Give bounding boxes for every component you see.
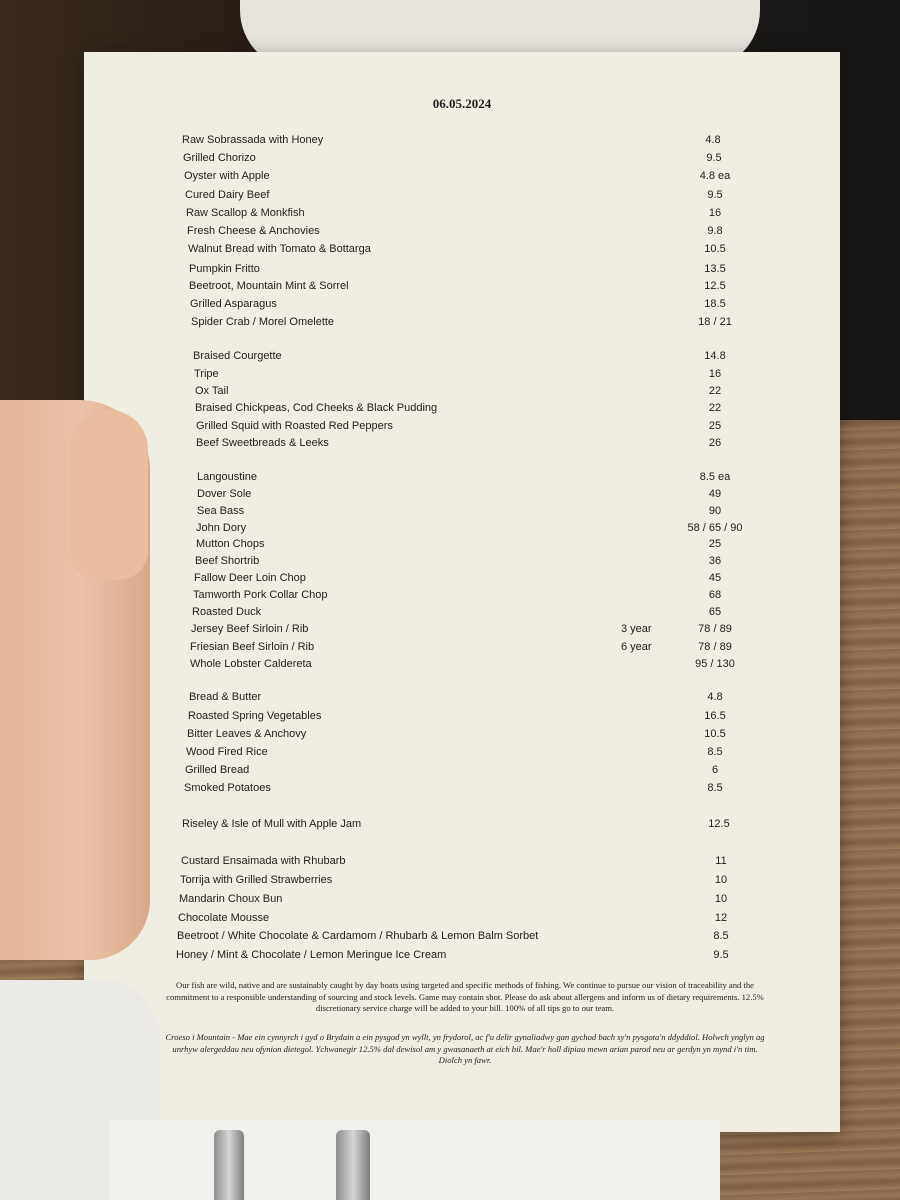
menu-item-price: 78 / 89 xyxy=(698,641,732,653)
menu-item-price: 22 xyxy=(708,385,722,397)
menu-item-price: 9.5 xyxy=(707,189,723,201)
menu-sheet xyxy=(84,52,840,1132)
menu-item-name: Wood Fired Rice xyxy=(186,746,268,758)
menu-item-name: Riseley & Isle of Mull with Apple Jam xyxy=(182,818,362,830)
menu-item-price: 65 xyxy=(708,606,722,618)
menu-item-name: Raw Scallop & Monkfish xyxy=(186,207,305,219)
menu-item-price: 4.8 ea xyxy=(699,170,731,182)
menu-item-price: 8.5 xyxy=(707,746,723,758)
menu-date: 06.05.2024 xyxy=(432,96,492,111)
menu-item-name: Beef Sweetbreads & Leeks xyxy=(196,437,329,449)
menu-item-price: 8.5 ea xyxy=(699,471,731,483)
menu-item-price: 18.5 xyxy=(704,298,726,310)
menu-item-name: Walnut Bread with Tomato & Bottarga xyxy=(188,243,371,255)
menu-item-price: 16 xyxy=(708,368,722,380)
napkin xyxy=(110,1120,720,1200)
menu-item-name: Fallow Deer Loin Chop xyxy=(194,572,306,584)
menu-item-name: Smoked Potatoes xyxy=(184,782,271,794)
fork xyxy=(336,1130,370,1200)
menu-item-price: 10 xyxy=(714,893,728,905)
menu-item-price: 22 xyxy=(708,402,722,414)
menu-item-name: Grilled Bread xyxy=(185,764,250,776)
menu-item-price: 18 / 21 xyxy=(698,316,732,328)
menu-item-name: Honey / Mint & Chocolate / Lemon Meringue Ice Cream xyxy=(176,949,447,961)
menu-item-price: 14.8 xyxy=(704,350,726,362)
menu-item-price: 9.5 xyxy=(706,152,722,164)
menu-item-name: Tamworth Pork Collar Chop xyxy=(193,589,328,601)
menu-item-name: Mandarin Choux Bun xyxy=(179,893,283,905)
menu-item-name: Grilled Squid with Roasted Red Peppers xyxy=(196,420,393,432)
menu-item-age: 3 year xyxy=(621,623,652,635)
menu-item-price: 10.5 xyxy=(704,243,726,255)
menu-item-name: Jersey Beef Sirloin / Rib xyxy=(191,623,309,635)
menu-item-price: 11 xyxy=(715,855,727,867)
menu-item-name: Friesian Beef Sirloin / Rib xyxy=(190,641,315,653)
menu-item-price: 12.5 xyxy=(708,818,730,830)
menu-item-name: Braised Chickpeas, Cod Cheeks & Black Pudding xyxy=(195,402,438,414)
menu-item-price: 13.5 xyxy=(704,263,726,275)
menu-item-price: 12.5 xyxy=(704,280,726,292)
menu-item-name: Fresh Cheese & Anchovies xyxy=(187,225,320,237)
menu-item-name: Torrija with Grilled Strawberries xyxy=(180,874,333,886)
menu-item-name: Langoustine xyxy=(197,471,257,483)
menu-item-name: Ox Tail xyxy=(195,385,229,397)
menu-item-price: 45 xyxy=(708,572,722,584)
menu-item-name: Grilled Chorizo xyxy=(183,152,256,164)
menu-item-price: 10.5 xyxy=(704,728,726,740)
menu-item-name: Mutton Chops xyxy=(196,538,265,550)
note-welsh: Croeso i Mountain - Mae ein cynnyrch i gyd o Brydain a ein pysgod yn wyllt, yn frydorol, ac f'u delir gynaliadwy gan gychod bach sy'n pysgota'n ddyddiol. Holwch ynglyn ag unrhyw alergeddau neu ofynion dietegol. Ychwanegir 12.5% dal dewisol am y gwasanaeth at eich bil. Mae'r holl dipiau mewn arian parod neu ar gerdyn yn mynd i'n tim. Diolch yn fawr. xyxy=(165,1032,765,1066)
note-english: Our fish are wild, native and are sustainably caught by day boats using targeted and specific methods of fishing. We continue to pursue our vision of traceability and the commitment to a responsible understanding of sourcing and stock levels. Game may contain shot. Please do ask about allergens and inform us of dietary requirements. 12.5% discretionary service charge will be added to your bill. 100% of all tips go to our team. xyxy=(166,980,764,1014)
menu-item-price: 12 xyxy=(714,912,728,924)
menu-item-name: Braised Courgette xyxy=(193,350,282,362)
menu-item-name: Custard Ensaimada with Rhubarb xyxy=(181,855,346,867)
thumb xyxy=(70,410,148,580)
menu-item-price: 9.8 xyxy=(707,225,723,237)
menu-item-price: 26 xyxy=(708,437,722,449)
menu-item-name: Raw Sobrassada with Honey xyxy=(182,134,324,146)
menu-item-name: Beef Shortrib xyxy=(195,555,260,567)
menu-item-price: 36 xyxy=(708,555,722,567)
menu-item-name: Chocolate Mousse xyxy=(178,912,270,924)
menu-item-name: Sea Bass xyxy=(197,505,245,517)
menu-item-price: 90 xyxy=(708,505,722,517)
menu-item-price: 68 xyxy=(708,589,722,601)
menu-item-name: Roasted Spring Vegetables xyxy=(188,710,322,722)
menu-item-name: Bitter Leaves & Anchovy xyxy=(187,728,307,740)
menu-item-price: 8.5 xyxy=(713,930,729,942)
menu-item-price: 10 xyxy=(714,874,728,886)
menu-item-price: 25 xyxy=(708,538,722,550)
menu-item-price: 49 xyxy=(708,488,722,500)
menu-item-price: 6 xyxy=(711,764,719,776)
menu-item-price: 95 / 130 xyxy=(695,658,735,670)
menu-item-name: Bread & Butter xyxy=(189,691,262,703)
menu-item-name: Grilled Asparagus xyxy=(190,298,277,310)
menu-item-price: 25 xyxy=(708,420,722,432)
menu-item-name: John Dory xyxy=(196,522,247,534)
menu-item-name: Spider Crab / Morel Omelette xyxy=(191,316,335,328)
menu-item-name: Beetroot, Mountain Mint & Sorrel xyxy=(189,280,349,292)
menu-item-name: Roasted Duck xyxy=(192,606,262,618)
menu-item-price: 16 xyxy=(708,207,722,219)
menu-item-name: Dover Sole xyxy=(197,488,252,500)
menu-item-price: 58 / 65 / 90 xyxy=(687,522,743,534)
knife xyxy=(214,1130,244,1200)
menu-item-price: 78 / 89 xyxy=(698,623,732,635)
menu-item-price: 4.8 xyxy=(705,134,721,146)
menu-item-price: 4.8 xyxy=(707,691,723,703)
menu-item-name: Oyster with Apple xyxy=(184,170,270,182)
menu-item-name: Beetroot / White Chocolate & Cardamom / Rhubarb & Lemon Balm Sorbet xyxy=(177,930,539,942)
menu-item-price: 9.5 xyxy=(713,949,729,961)
menu-item-price: 16.5 xyxy=(704,710,726,722)
menu-item-name: Cured Dairy Beef xyxy=(185,189,270,201)
menu-item-name: Pumpkin Fritto xyxy=(189,263,260,275)
menu-item-name: Whole Lobster Caldereta xyxy=(190,658,312,670)
menu-item-name: Tripe xyxy=(194,368,219,380)
menu-item-age: 6 year xyxy=(621,641,652,653)
menu-item-price: 8.5 xyxy=(707,782,723,794)
